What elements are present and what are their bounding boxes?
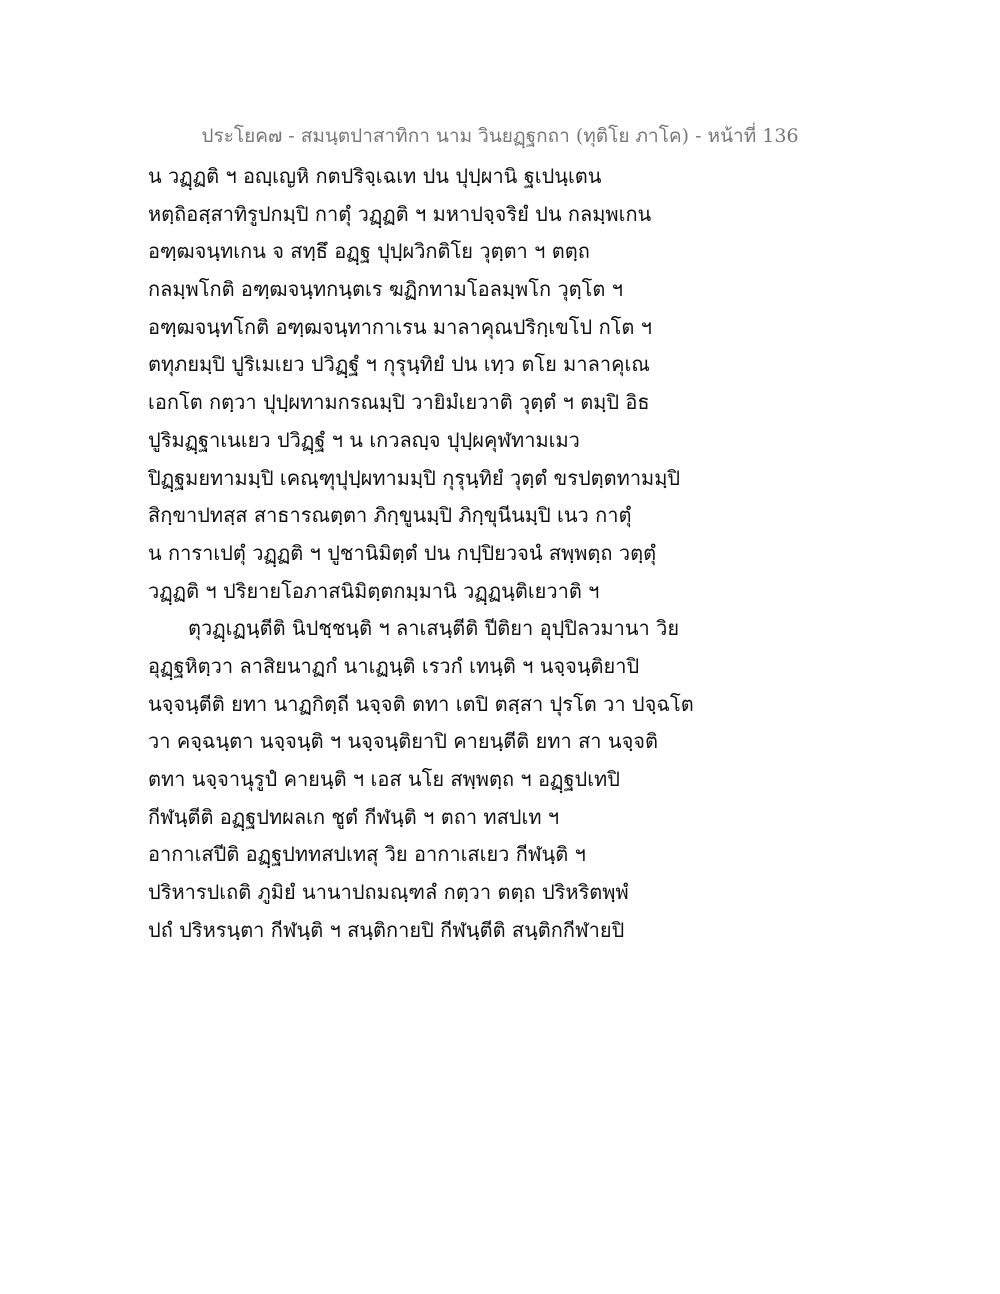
text-line: หตฺถิอสฺสาทิรูปกมฺปิ กาตุํ วฏฺฏติ ฯ มหาปจฺจริยํ ปน กลมฺพเกน (148, 201, 652, 226)
text-line: วฏฺฏติ ฯ ปริยายโอภาสนิมิตฺตกมฺมานิ วฏฺฏนฺติเยวาติ ฯ (148, 578, 600, 603)
text-line: ปูริมฏฺฐาเนเยว ปวิฏฺฐํ ฯ น เกวลญฺจ ปุปฺผคุฬทามเมว (148, 427, 580, 452)
page-body (148, 158, 708, 949)
text-line: อุฏฺฐหิตฺวา ลาสิยนาฏกํ นาเฏนฺติ เรวกํ เทนฺติ ฯ นจฺจนฺติยาปิ (148, 653, 640, 678)
text-line: วา คจฺฉนฺตา นจฺจนฺติ ฯ นจฺจนฺติยาปิ คายนฺตีติ ยทา สา นจฺจติ (148, 729, 658, 754)
page-header: ประโยค๗ - สมนฺตปาสาทิกา นาม วินยฏฺฐกถา (ทุติโย ภาโค) - หน้าที่ 136 (201, 125, 799, 147)
text-line: ปิฏฺฐมยทามมฺปิ เคณฺฑุปุปฺผทามมฺปิ กุรุนฺทิยํ วุตฺตํ ขรปตฺตทามมฺปิ (148, 465, 681, 490)
text-line: เอกโต กตฺวา ปุปฺผทามกรณมฺปิ วายิมํเยวาติ วุตฺตํ ฯ ตมฺปิ อิธ (148, 390, 650, 415)
text-line: ปริหารปเถติ ภูมิยํ นานาปถมณฺฑลํ กตฺวา ตตฺถ ปริหริตพฺพํ (148, 880, 629, 905)
text-line: ตทุภยมฺปิ ปูริเมเยว ปวิฏฺฐํ ฯ กุรุนฺทิยํ ปน เทฺว ตโย มาลาคุเณ (148, 352, 650, 377)
paragraph-first-line: ตุวฏฺเฏนฺตีติ นิปชฺชนฺติ ฯ ลาเสนฺตีติ ปีติยา อุปฺปิลวมานา วิย (188, 616, 680, 641)
text-line: กีฬนฺตีติ อฏฺฐปทผลเก ชูตํ กีฬนฺติ ฯ ตถา ทสปเท ฯ (148, 804, 560, 829)
text-line: กลมฺพโกติ อฑฺฒจนฺทกนฺตเร ฆฏิกทามโอลมฺพโก วุตฺโต ฯ (148, 277, 623, 302)
text-line: อฑฺฒจนฺทเกน จ สทฺธึ อฏฺฐ ปุปฺผวิกติโย วุตฺตา ฯ ตตฺถ (148, 239, 590, 264)
text-line: อากาเสปีติ อฏฺฐปททสปเทสุ วิย อากาเสเยว กีฬนฺติ ฯ (148, 842, 586, 867)
text-line: น การาเปตุํ วฏฺฏติ ฯ ปูชานิมิตฺตํ ปน กปฺปิยวจนํ สพฺพตฺถ วตฺตุํ (148, 540, 657, 565)
text-line: นจฺจนฺตีติ ยทา นาฏกิตฺถี นจฺจติ ตทา เตปิ ตสฺสา ปุรโต วา ปจฺฉโต (148, 691, 694, 716)
text-line: อฑฺฒจนฺทโกติ อฑฺฒจนฺทากาเรน มาลาคุณปริกฺเขโป กโต ฯ (148, 314, 652, 339)
text-line: สิกฺขาปทสฺส สาธารณตฺตา ภิกฺขูนมฺปิ ภิกฺขุนีนมฺปิ เนว กาตุํ (148, 503, 632, 528)
text-line: ปถํ ปริหรนฺตา กีฬนฺติ ฯ สนฺติกายปิ กีฬนฺตีติ สนฺติกกีฬายปิ (148, 917, 625, 942)
text-line: ตทา นจฺจานุรูปํ คายนฺติ ฯ เอส นโย สพฺพตฺถ ฯ อฏฺฐปเทปิ (148, 767, 620, 791)
text-line: น วฏฺฏติ ฯ อญฺเญหิ กตปริจฺเฉเท ปน ปุปฺผานิ ฐเปนฺเตน (148, 164, 602, 188)
